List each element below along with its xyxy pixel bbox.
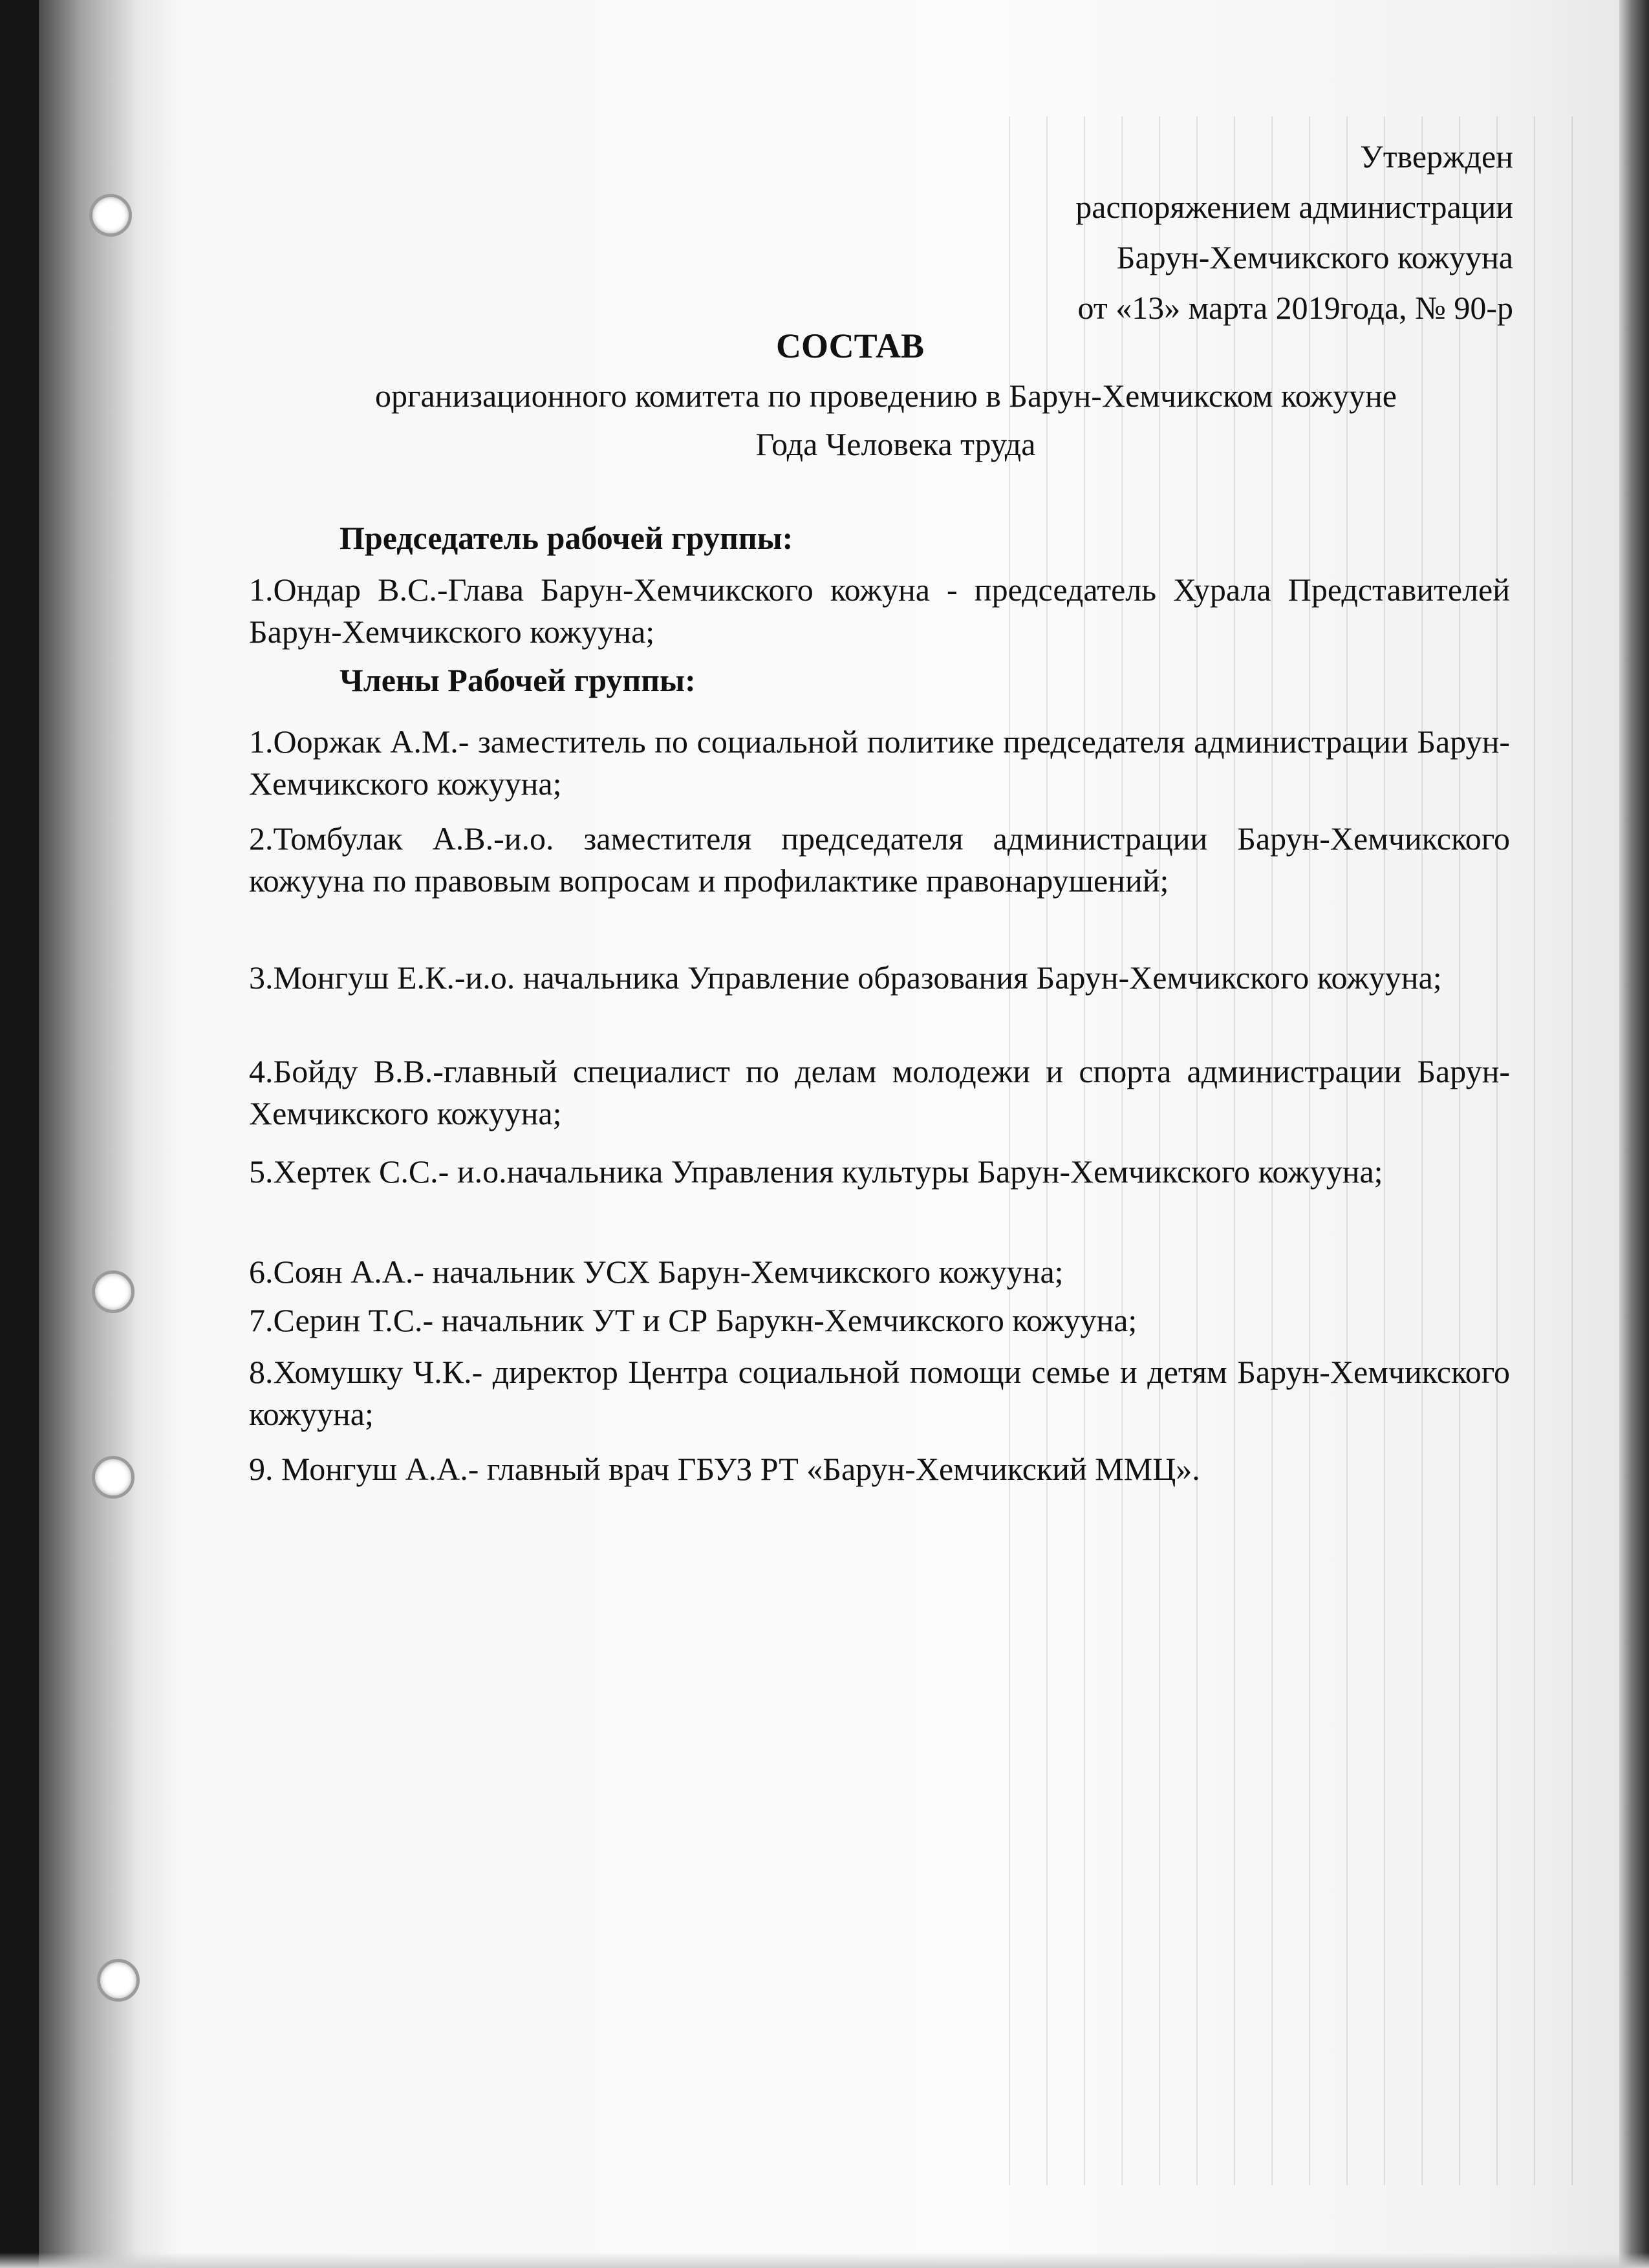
member-item-4: 4.Бойду В.В.-главный специалист по делам молодежи и спорта администрации Барун-Хемчикского кожууна; bbox=[249, 1053, 1510, 1131]
member-item-6: 6.Соян А.А.- начальник УСХ Барун-Хемчикского кожууна; bbox=[249, 1254, 1064, 1290]
member-item-5: 5.Хертек С.С.- и.о.начальника Управления культуры Барун-Хемчикского кожууна; bbox=[249, 1153, 1383, 1190]
approval-line-4: от «13» марта 2019года, № 90-р bbox=[1077, 290, 1513, 326]
member-item-1: 1.Ооржак А.М.- заместитель по социальной политике председателя администрации Барун-Хемчикского кожууна; bbox=[249, 723, 1510, 802]
document-subtitle-line-1: организационного комитета по проведению в Барун-Хемчикском кожууне bbox=[374, 378, 1397, 414]
approval-line-1: Утвержден bbox=[1360, 138, 1513, 175]
document-title: СОСТАВ bbox=[776, 326, 924, 365]
approval-line-2: распоряжением администрации bbox=[1075, 189, 1513, 225]
chair-item: 1.Ондар В.С.-Глава Барун-Хемчикского кожуна - председатель Хурала Представителей Барун-Хемчикского кожууна; bbox=[249, 572, 1510, 650]
document-subtitle-line-2: Года Человека труда bbox=[755, 426, 1036, 462]
scan-left-shadow bbox=[39, 0, 181, 2268]
member-item-7: 7.Серин Т.С.- начальник УТ и СР Барукн-Хемчикского кожууна; bbox=[249, 1302, 1137, 1338]
chair-heading: Председатель рабочей группы: bbox=[339, 520, 793, 556]
scan-right-edge bbox=[1619, 0, 1649, 2268]
member-item-3: 3.Монгуш Е.К.-и.о. начальника Управление образования Барун-Хемчикского кожууна; bbox=[249, 959, 1442, 996]
member-item-2: 2.Томбулак А.В.-и.о. заместителя председателя администрации Барун-Хемчикского кожууна по правовым вопросам и профилактике правонарушений; bbox=[249, 820, 1510, 899]
punch-hole-lower-middle bbox=[92, 1456, 135, 1499]
member-item-8: 8.Хомушку Ч.К.- директор Центра социальной помощи семье и детям Барун-Хемчикского кожууна; bbox=[249, 1354, 1510, 1432]
punch-hole-top bbox=[89, 194, 132, 237]
scan-bottom-edge bbox=[0, 2252, 1649, 2268]
member-item-9: 9. Монгуш А.А.- главный врач ГБУЗ РТ «Барун-Хемчикский ММЦ». bbox=[249, 1451, 1200, 1487]
members-heading: Члены Рабочей группы: bbox=[339, 662, 696, 698]
punch-hole-upper-middle bbox=[92, 1270, 135, 1313]
punch-hole-bottom bbox=[97, 1959, 140, 2002]
approval-line-3: Барун-Хемчикского кожууна bbox=[1116, 239, 1513, 275]
scan-left-edge bbox=[0, 0, 39, 2268]
